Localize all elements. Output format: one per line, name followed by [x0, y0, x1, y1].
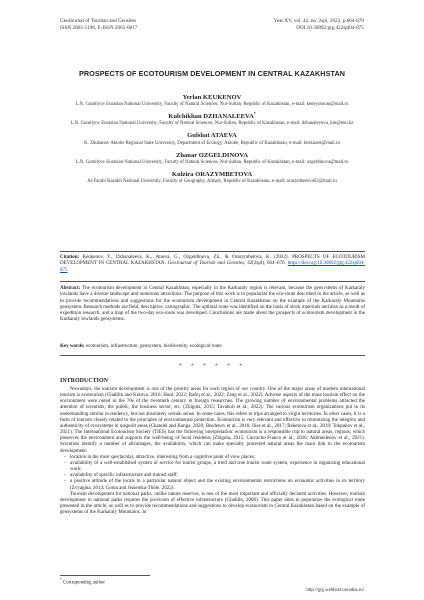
author-name: Kulzira ORAZYMBETOVA — [171, 170, 253, 178]
keywords — [60, 344, 365, 350]
divider — [60, 281, 365, 282]
footnote-divider — [60, 575, 150, 576]
keywords-text: ecotourism, infrastructure, geosystem, biodiversity, ecological route — [84, 344, 222, 349]
footnote-mark: * — [60, 578, 62, 582]
citation-text: Keukenov, Y., Dzhanaleeva, K., Ataeva, G., Ozgeldinova, Zh., & Orazymbetova, K. (2022). PROSPECTS OF ECOTOURISM DEVELOPMENT IN CENTRAL KAZAKHSTAN. — [60, 255, 365, 267]
paper-title: PROSPECTS OF ECOTOURISM DEVELOPMENT IN CENTRAL KAZAKHSTAN — [78, 69, 346, 78]
citation-label: Citation: — [60, 255, 80, 260]
doi-link[interactable]: https://doi.org/10.30892/gtg.422spl04-875 — [60, 261, 365, 273]
list-item: - location in the most spectacular, attractive, interesting from a cognitive point of view places; — [70, 455, 365, 461]
author-block — [40, 129, 384, 146]
author-affiliation: L.N. Gumilyov Eurasian National University, Faculty of Natural Sciences, Nur-Sultan, Republic of Kazakhstan, e-mail: ozgeldinova@mail.ru — [75, 159, 349, 165]
journal-name: GeoJournal of Tourism and Geosites — [60, 18, 136, 24]
author-affiliation: K. Zhubanov Aktobe Regional State University, Department of Ecology, Aktobe, Republic of Kazakhstan, e-mail: beskuzek@mail.ru — [84, 140, 340, 146]
citation-journal: GeoJournal of Tourism and Geosites — [167, 261, 245, 267]
journal-header-left — [60, 18, 137, 32]
bullet-list — [60, 455, 365, 492]
author-block — [40, 110, 384, 127]
author-name: Yerlan KEUKENOV — [182, 94, 242, 102]
journal-header-right — [274, 18, 364, 32]
author-name: Kulchikhan DZHANALEEVA — [168, 113, 254, 121]
abstract-text: The ecotourism development in Central Kazakhstan, especially in the Karkaraly region is relevant, because the geosystems of Karkaraly lowlands have a diverse landscape and numerous attractions. The purpose of this work is to popularize the eco-route described in the article, as well as to provide recommendations and suggestions for the ecotourism development in Central Kazakhstan on the example of the Karkaraly Mountains geosystem. Research methods are field, descriptive, cartographic. The optimal route was identified on the basis of stock materials and also as a result of expedition research, and a map of the two-day eco-route was developed. Conclusions are made about the prospects of ecotourism development in the Karkaraly lowlands geosystems. — [60, 286, 365, 323]
citation-block — [60, 255, 365, 274]
author-affiliation: Al-Farabi Kazakh National University, Faculty of Geography, Almaty, Republic of Kazakhstan, e-mail: orazymbetova62@mail.ru — [87, 178, 337, 184]
section-heading: INTRODUCTION — [60, 378, 109, 384]
author-affiliation: L.N. Gumilyov Eurasian National University, Faculty of Natural Sciences, Nur-Sultan, Republic of Kazakhstan, e-mail: dzhanaleyeva_km@enu.kz — [70, 121, 354, 127]
section-separator: * * * * * * — [179, 363, 246, 369]
volume-info: Year XV, vol. 42, no. 2spl, 2022, p.664-670 — [273, 18, 364, 24]
author-block — [40, 168, 384, 185]
author-list — [40, 91, 384, 187]
keywords-label: Key words: — [60, 344, 85, 349]
footnote — [60, 578, 105, 586]
footer-url[interactable]: http://gtg.webhost.uoradea.ro/ — [306, 588, 364, 593]
author-name: Gulshat ATAEVA — [187, 132, 237, 140]
author-block — [40, 149, 384, 166]
issn: ISSN 2065-1198, E-ISSN 2065-0817 — [60, 25, 138, 31]
list-item: - a positive attitude of the locals to a particular natural object and the existing environmental restrictions on economic activities in its territory (Zvyagina, 2014; Gonia and Jezierska-Thöle, 2022). — [70, 479, 365, 491]
divider — [60, 251, 365, 252]
author-block — [40, 91, 384, 108]
author-affiliation: L.N. Gumilyov Eurasian National University, Faculty of Natural Sciences, Nur-Sultan, Republic of Kazakhstan, e-mail: keneyomoni@mail.ru — [75, 102, 349, 108]
paragraph: Nowadays, the tourism development is one of the priority areas for each region of our country. One of the major areas of modern international tourism is ecotourism (Gladilin and Kotova, 2016; Hunt, 2022; Rafiq et al., 2022; Zeng et al., 2022). Adverse aspects of the mass tourism effect on the environment were noted in the 70s of the twentieth century in foreign researches. The growing number of environmental problems attracted the attention of scientists, the public, the business sector, etc. (Zhigula, 2015; Tavakoli et al., 2022). The various ecotourism organizations put in its understanding similar in tendency, but not absolutely certain sense. In some cases, this refers to trips arranged to virgin territories. In other cases, it is a form of tourism closely related to the principles of environmental protection. Ecotourism is very relevant and effective in minimizing the integrity and authenticity of ecosystems in unspoilt areas (Chandel and Kanga, 2020; Besdenov et al., 2016; Ilies et al., 2017; Beketova et al., 2019; Tokpanov et al., 2021). The International Ecotourism Society (TIES) has the following interpretation: ecotourism is a responsible trip to natural areas, regions, which preserves the environment and supports the well-being of local residents (Zhigula, 2015; Carvacho-Franco et al., 2020; Akhmedenov et al., 2021). Scientists identify a number of advantages, the availability, which can make specially protected natural areas the main link in the ecotourism development: — [60, 387, 365, 454]
list-item: - availability of specific infrastructure and trained staff; — [70, 473, 365, 479]
citation-tail: , 42(2spl), 664–670. — [244, 261, 286, 267]
footnote-text: Corresponding author — [63, 580, 105, 586]
introduction-body — [60, 387, 365, 516]
list-item: - availability of a well-established system of service for tourist groups, a tried and true tourist route system, experience in organizing educational work; — [70, 461, 365, 473]
author-name: Zhanar OZGELDINOVA — [175, 151, 249, 159]
divider — [60, 355, 365, 356]
doi: DOI 10.30892/gtg.422spl04-875 — [296, 25, 364, 31]
abstract — [60, 286, 365, 324]
paragraph: Tourism development for national parks, unlike nature reserves, is one of the most important and officially declared activities. However, tourism development in national parks requires the provision of effective infrastructure (Gladilin, 2006). This paper aims to popularize the ecological route presented in the article, as well as to provide recommendations and suggestions to develop ecotourism in Central Kazakhstan based on the example of geosystems of the Karkaraly Mountains. In — [60, 491, 365, 516]
author-mark: * — [253, 111, 256, 117]
abstract-label: Abstract: — [60, 286, 81, 291]
